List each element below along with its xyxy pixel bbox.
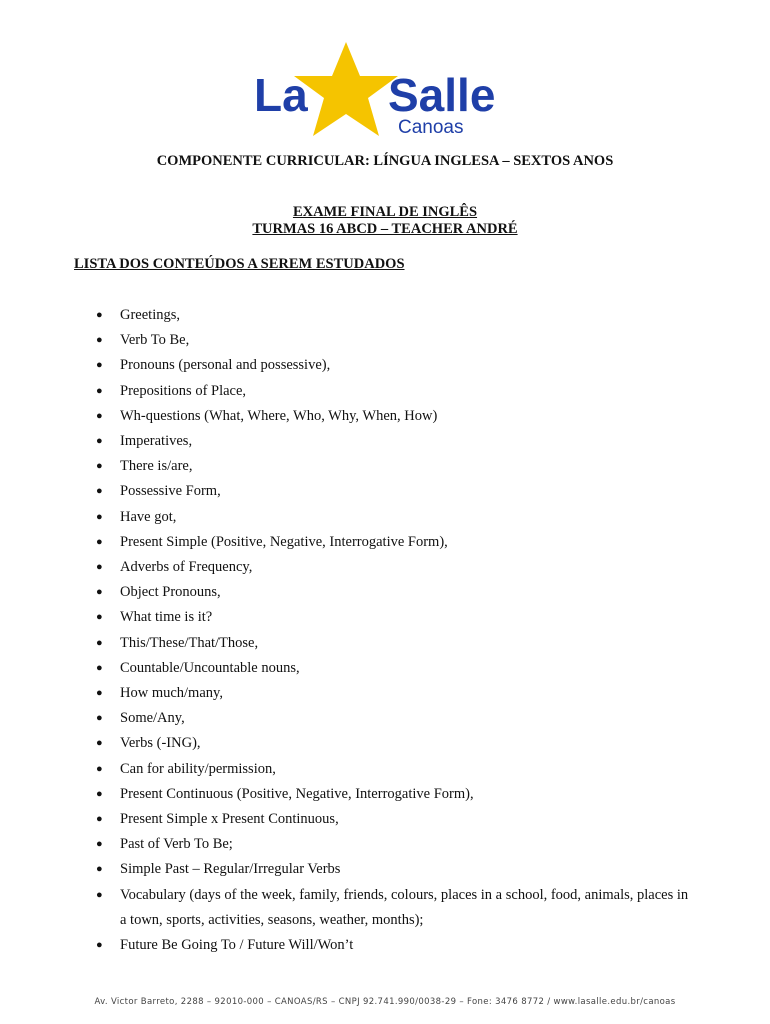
list-item — [0, 631, 770, 656]
topic-text: Prepositions of Place, — [120, 382, 247, 399]
bullet-icon: ● — [96, 888, 103, 901]
bullet-icon: ● — [96, 611, 103, 624]
bullet-icon: ● — [96, 309, 103, 321]
logo-text-campus: Canoas — [398, 117, 464, 138]
bullet-icon: ● — [96, 460, 103, 473]
bullet-icon: ● — [96, 334, 103, 347]
bullet-icon: ● — [96, 435, 103, 448]
bullet-icon: ● — [96, 762, 103, 775]
bullet-icon: ● — [96, 561, 103, 574]
bullet-icon: ● — [96, 359, 103, 372]
list-item — [0, 681, 770, 706]
list-item — [0, 479, 770, 504]
list-item — [0, 757, 770, 782]
list-item — [0, 530, 770, 555]
bullet-icon: ● — [96, 737, 103, 750]
topic-text: Have got, — [120, 508, 177, 525]
topic-text: This/These/That/Those, — [120, 634, 259, 651]
exam-title: EXAME FINAL DE INGLÊS — [292, 204, 478, 220]
topic-text: Imperatives, — [120, 433, 193, 450]
list-item — [0, 379, 770, 404]
bullet-icon: ● — [96, 636, 103, 649]
topic-text: Pronouns (personal and possessive), — [120, 357, 331, 374]
list-item — [0, 656, 770, 681]
list-item — [0, 454, 770, 479]
list-item — [0, 883, 770, 933]
bullet-icon: ● — [96, 838, 103, 851]
list-item — [0, 429, 770, 454]
bullet-icon: ● — [96, 813, 103, 826]
list-item — [0, 933, 770, 958]
topic-text: Greetings, — [120, 307, 180, 323]
bullet-icon: ● — [96, 384, 103, 397]
topic-text: Object Pronouns, — [120, 584, 221, 601]
topic-text: Some/Any, — [120, 710, 185, 727]
topic-text: Adverbs of Frequency, — [120, 559, 253, 576]
logo-text-la: La — [254, 69, 308, 121]
bullet-icon: ● — [96, 712, 103, 725]
topic-text: Present Continuous (Positive, Negative, Interrogative Form), — [120, 785, 474, 802]
logo-graphic — [252, 38, 522, 142]
list-item — [0, 353, 770, 378]
list-item — [0, 328, 770, 353]
topic-text: Past of Verb To Be; — [120, 836, 233, 853]
list-item — [0, 832, 770, 857]
list-item — [0, 807, 770, 832]
logo-text-salle: Salle — [388, 69, 496, 121]
footer-address: Av. Victor Barreto, 2288 – 92010-000 – CANOAS/RS – CNPJ 92.741.990/0038-29 – Fone: 3476 8772 / www.lasalle.edu.br/canoas — [94, 997, 676, 1007]
list-item — [0, 505, 770, 530]
bullet-icon: ● — [96, 939, 103, 952]
bullet-icon: ● — [96, 409, 103, 422]
list-item — [0, 555, 770, 580]
topic-text: Present Simple x Present Continuous, — [120, 811, 339, 828]
topic-text: What time is it? — [120, 609, 213, 626]
topic-text: Future Be Going To / Future Will/Won’t — [120, 937, 354, 954]
bullet-icon: ● — [96, 661, 103, 674]
topic-list — [0, 303, 770, 958]
bullet-icon: ● — [96, 510, 103, 523]
topic-text: How much/many, — [120, 685, 223, 702]
classes-title: TURMAS 16 ABCD – TEACHER ANDRÉ — [252, 221, 518, 237]
topic-text: Simple Past – Regular/Irregular Verbs — [120, 861, 341, 878]
topic-text: Possessive Form, — [120, 483, 221, 500]
list-item — [0, 706, 770, 731]
topic-text: Verb To Be, — [120, 332, 190, 349]
curricular-component-title: COMPONENTE CURRICULAR: LÍNGUA INGLESA – SEXTOS ANOS — [156, 153, 614, 169]
list-item — [0, 731, 770, 756]
bullet-icon: ● — [96, 787, 103, 800]
list-item — [0, 605, 770, 630]
bullet-icon: ● — [96, 687, 103, 700]
list-item — [0, 782, 770, 807]
content-list-heading: LISTA DOS CONTEÚDOS A SEREM ESTUDADOS — [74, 256, 405, 272]
topic-text: Verbs (-ING), — [120, 735, 201, 752]
bullet-icon: ● — [96, 863, 103, 876]
bullet-icon: ● — [96, 586, 103, 599]
la-salle-logo — [252, 38, 522, 142]
topic-text: Can for ability/permission, — [120, 760, 276, 777]
topic-text: Wh-questions (What, Where, Who, Why, When, How) — [120, 407, 438, 424]
topic-text: Present Simple (Positive, Negative, Interrogative Form), — [120, 533, 448, 550]
list-item — [0, 404, 770, 429]
bullet-icon: ● — [96, 535, 103, 548]
topic-text: There is/are, — [120, 458, 193, 475]
list-item — [0, 303, 770, 328]
list-item — [0, 857, 770, 882]
topic-text: Countable/Uncountable nouns, — [120, 659, 300, 676]
list-item — [0, 580, 770, 605]
star-icon — [294, 42, 398, 136]
topic-text: Vocabulary (days of the week, family, friends, colours, places in a school, food, animals, places in a town, sports, activities, seasons, weather, months); — [120, 886, 689, 928]
bullet-icon: ● — [96, 485, 103, 498]
